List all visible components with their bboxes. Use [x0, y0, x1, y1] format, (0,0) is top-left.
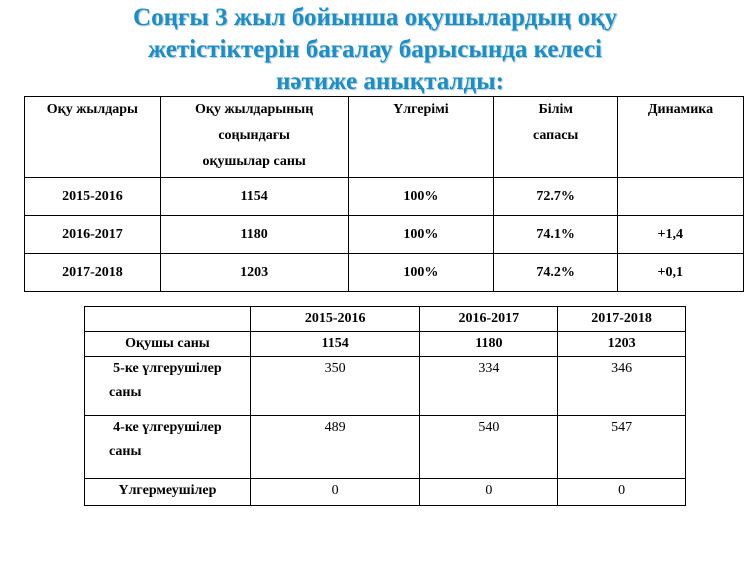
col-2016-2017: 2016-2017 [420, 307, 558, 332]
slide-title [0, 2, 750, 98]
title-line-2: жетістіктерін бағалау барысында келесі [148, 36, 602, 63]
table-row: 2015-2016 1154 100% 72.7% [25, 178, 744, 216]
header-school-years: Оқу жылдары [25, 97, 161, 178]
row-label: 4-ке үлгерушілер саны [85, 416, 251, 479]
row-label: 5-ке үлгерушілер саны [85, 357, 251, 416]
title-line-1: Соңғы 3 жыл бойынша оқушылардың оқу [133, 4, 617, 31]
table-row: 4-ке үлгерушілер саны 489 540 547 [85, 416, 686, 479]
results-table [24, 96, 744, 292]
header-progress: Үлгерімі [348, 97, 494, 178]
table-row: Оқушы саны 1154 1180 1203 [85, 332, 686, 357]
table-header-row [85, 307, 686, 332]
table-row: 2016-2017 1180 100% 74.1% +1,4 [25, 216, 744, 254]
title-line-3: нәтиже анықталды: [276, 68, 504, 95]
header-student-count: Оқу жылдарының соңындағы оқушылар саны [160, 97, 348, 178]
table-header-row [25, 97, 744, 178]
header-quality: Білім сапасы [494, 97, 618, 178]
table-row: 2017-2018 1203 100% 74.2% +0,1 [25, 254, 744, 292]
col-2015-2016: 2015-2016 [250, 307, 420, 332]
table-row: 5-ке үлгерушілер саны 350 334 346 [85, 357, 686, 416]
grade-breakdown-table [84, 306, 686, 506]
table-row: Үлгермеушілер 0 0 0 [85, 479, 686, 506]
col-2017-2018: 2017-2018 [558, 307, 686, 332]
header-dynamics: Динамика [618, 97, 744, 178]
